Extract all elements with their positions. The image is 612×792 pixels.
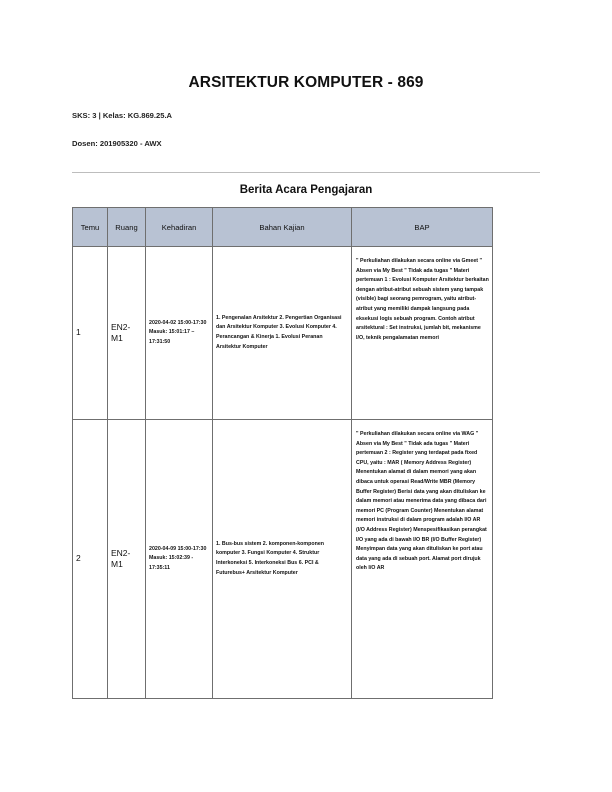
cell-bahan-kajian: 1. Pengenalan Arsitektur 2. Pengertian Organisasi dan Arsitektur Komputer 3. Evolusi Komputer 4. Perancangan & Kinerja 1. Evolusi Peranan Arsitektur Komputer: [213, 247, 352, 420]
sks-kelas-line: SKS: 3 | Kelas: KG.869.25.A: [72, 111, 173, 120]
cell-temu: 1: [73, 247, 108, 420]
cell-bahan-kajian: 1. Bus-bus sistem 2. komponen-komponen komputer 3. Fungsi Komputer 4. Struktur Interkoneksi 5. Interkoneksi Bus 6. PCI & Futurebus+ Arsitektur Komputer: [213, 420, 352, 699]
table-header-row: [73, 208, 493, 247]
header-bahan-kajian: Bahan Kajian: [213, 208, 352, 247]
cell-temu: 2: [73, 420, 108, 699]
header-ruang: Ruang: [108, 208, 146, 247]
cell-bap: " Perkuliahan dilakukan secara online via Gmeet " Absen via My Best " Tidak ada tugas " Materi pertemuan 1 : Evolusi Komputer Arsitektur berkaitan dengan atribut-atribut sebuah sistem yang tampak (visible) bagi seorang pemrogram, yaitu atribut-atribut yang memiliki dampak langsung pada eksekusi logis sebuah program. Contoh atribut arsitektural : Set instruksi, jumlah bit, mekanisme I/O, teknik pengalamatan memori: [352, 247, 493, 420]
cell-ruang: EN2-M1: [108, 420, 146, 699]
bap-table: [72, 207, 493, 699]
divider: [72, 172, 540, 173]
table-row: [73, 420, 493, 699]
cell-ruang: EN2-M1: [108, 247, 146, 420]
page-title: ARSITEKTUR KOMPUTER - 869: [188, 74, 424, 91]
dosen-line: Dosen: 201905320 - AWX: [72, 139, 162, 148]
cell-kehadiran: 2020-04-02 15:00-17:30 Masuk: 15:01:17 – 17:31:50: [146, 247, 213, 420]
header-kehadiran: Kehadiran: [146, 208, 213, 247]
header-bap: BAP: [352, 208, 493, 247]
header-temu: Temu: [73, 208, 108, 247]
cell-bap: " Perkuliahan dilakukan secara online via WAG " Absen via My Best " Tidak ada tugas " Materi pertemuan 2 : Register yang terdapat pada fixed CPU, yaitu : MAR ( Memory Address Register) Menentukan alamat di dalam memori yang akan dibaca untuk operasi Read/Write MBR (Memory Buffer Register) Berisi data yang akan dituliskan ke dalam memori atau menerima data yang dibaca dari memori PC (Program Counter) Menentukan alamat memori instruksi di dalam program adalah I/O AR (I/O Address Register) Menspesifikasikan perangkat I/O yang ada di bawah I/O BR (I/O Buffer Register) Menyimpan data yang akan dituliskan ke port atau data yang ada di sebuah port. Alamat port dirujuk oleh I/O AR: [352, 420, 493, 699]
section-title: Berita Acara Pengajaran: [239, 184, 373, 196]
cell-kehadiran: 2020-04-09 15:00-17:30 Masuk: 15:02:39 - 17:35:11: [146, 420, 213, 699]
table-row: [73, 247, 493, 420]
